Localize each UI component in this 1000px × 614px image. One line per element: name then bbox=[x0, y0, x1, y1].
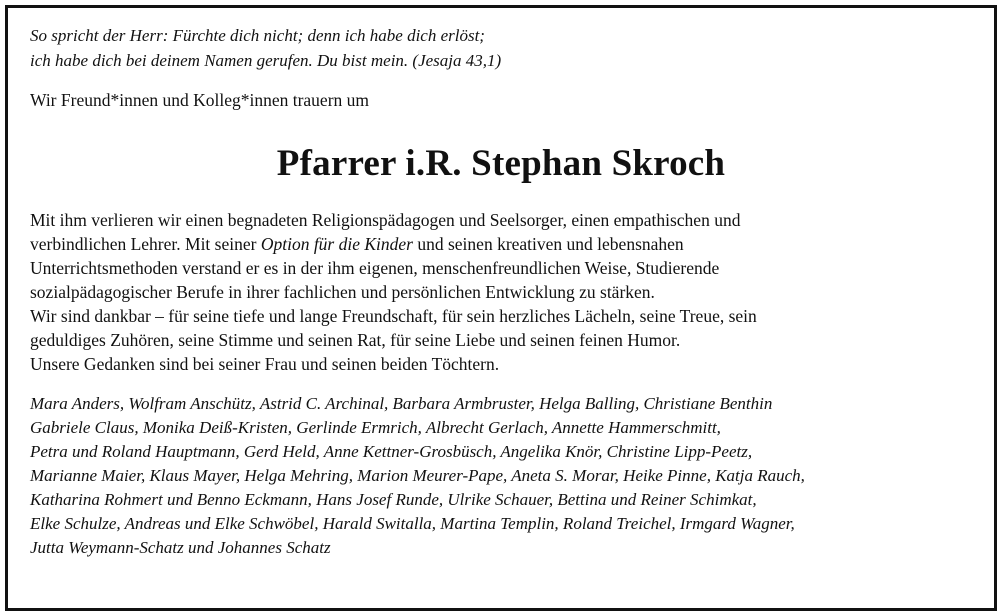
tribute-text bbox=[30, 208, 972, 376]
intro-text: Wir Freund*innen und Kolleg*innen trauern um bbox=[30, 90, 370, 110]
tribute-line-2-end: und seinen kreativen und lebensnahen bbox=[412, 234, 684, 254]
signatories bbox=[30, 392, 972, 560]
verse-line-2: ich habe dich bei deinem Namen gerufen. Du bist mein. (Jesaja 43,1) bbox=[30, 51, 502, 70]
obituary-border bbox=[5, 5, 997, 611]
tribute-line-4: sozialpädagogischer Berufe in ihrer fachlichen und persönlichen Entwicklung zu stärken. bbox=[30, 282, 655, 302]
tribute-line-1: Mit ihm verlieren wir einen begnadeten Religionspädagogen und Seelsorger, einen empathischen und bbox=[30, 210, 741, 230]
signatory-line: Katharina Rohmert und Benno Eckmann, Hans Josef Runde, Ulrike Schauer, Bettina und Reiner Schimkat, bbox=[30, 490, 757, 509]
tribute-emphasis: Option für die Kinder bbox=[260, 234, 413, 254]
signatory-line: Gabriele Claus, Monika Deiß-Kristen, Gerlinde Ermrich, Albrecht Gerlach, Annette Hammerschmitt, bbox=[30, 418, 721, 437]
signatory-line: Jutta Weymann-Schatz und Johannes Schatz bbox=[30, 538, 331, 557]
tribute-line-2-start: verbindlichen Lehrer. Mit seiner bbox=[30, 234, 261, 254]
tribute-line-6: geduldiges Zuhören, seine Stimme und seinen Rat, für seine Liebe und seinen feinen Humor. bbox=[30, 330, 681, 350]
tribute-line-7: Unsere Gedanken sind bei seiner Frau und seinen beiden Töchtern. bbox=[30, 354, 500, 374]
bible-verse bbox=[30, 23, 972, 73]
obituary-content bbox=[30, 23, 972, 560]
signatory-line: Elke Schulze, Andreas und Elke Schwöbel, Harald Switalla, Martina Templin, Roland Treichel, Irmgard Wagner, bbox=[30, 514, 795, 533]
tribute-line-5: Wir sind dankbar – für seine tiefe und lange Freundschaft, für sein herzliches Lächeln, seine Treue, sein bbox=[30, 306, 757, 326]
deceased-name: Pfarrer i.R. Stephan Skroch bbox=[276, 143, 726, 184]
verse-line-1: So spricht der Herr: Fürchte dich nicht; denn ich habe dich erlöst; bbox=[30, 26, 485, 45]
signatory-line: Marianne Maier, Klaus Mayer, Helga Mehring, Marion Meurer-Pape, Aneta S. Morar, Heike Pinne, Katja Rauch, bbox=[30, 466, 805, 485]
tribute-line-3: Unterrichtsmethoden verstand er es in der ihm eigenen, menschenfreundlichen Weise, Studierende bbox=[30, 258, 720, 278]
signatory-line: Petra und Roland Hauptmann, Gerd Held, Anne Kettner-Grosbüsch, Angelika Knör, Christine Lipp-Peetz, bbox=[30, 442, 753, 461]
signatory-line: Mara Anders, Wolfram Anschütz, Astrid C. Archinal, Barbara Armbruster, Helga Balling, Christiane Benthin bbox=[30, 394, 773, 413]
tribute-line-2 bbox=[30, 232, 972, 256]
